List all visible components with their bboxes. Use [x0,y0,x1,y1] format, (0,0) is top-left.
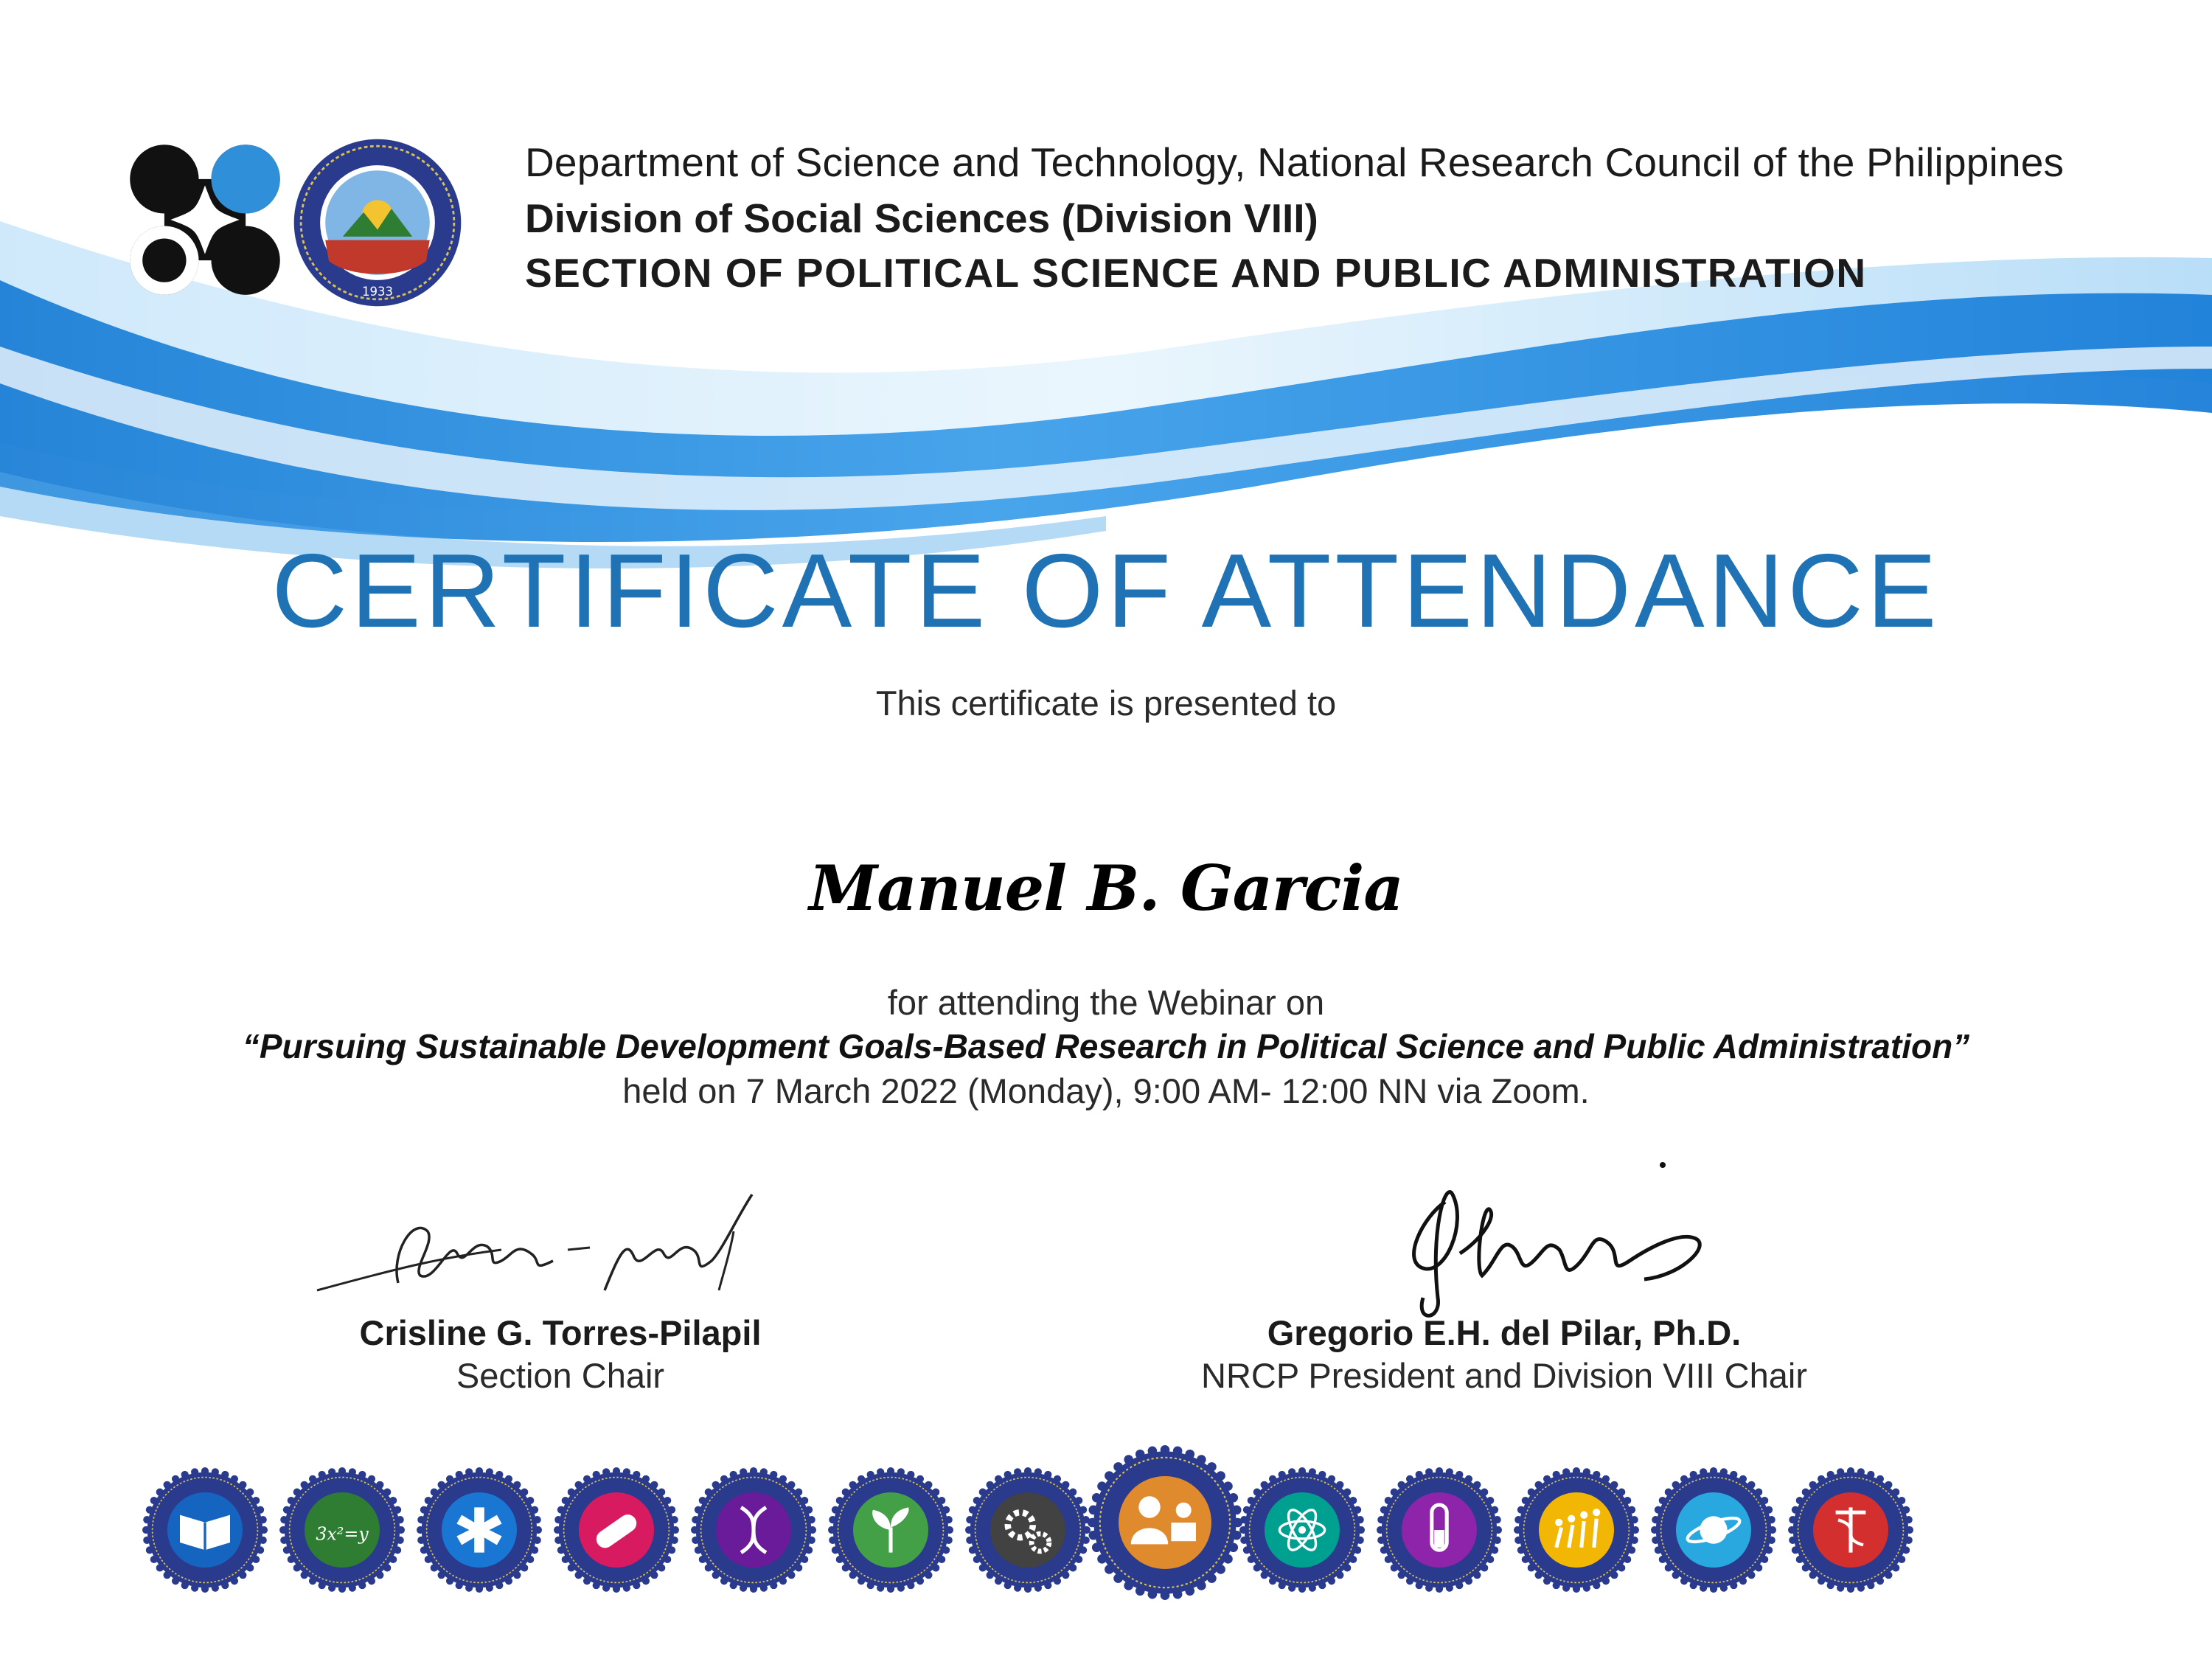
division-seal [1651,1467,1776,1593]
division-seal [965,1467,1091,1593]
header-division: Division of Social Sciences (Division VIII) [525,195,1318,241]
division-seals-row [0,1445,2212,1593]
signatory-name: Gregorio E.H. del Pilar, Ph.D. [1267,1313,1742,1352]
signatory-name: Crisline G. Torres-Pilapil [359,1313,762,1352]
math-formula-icon [316,1524,369,1545]
certificate-title: CERTIFICATE OF ATTENDANCE [271,532,1941,650]
svg-text:3x²=y: 3x²=y [316,1523,369,1545]
division-seal [1514,1467,1639,1593]
division-seal [1088,1445,1242,1600]
signature-section-chair [310,1187,782,1298]
division-seal [279,1467,405,1593]
division-seal [1788,1467,1913,1593]
signature-president [1371,1150,1718,1327]
presented-to-text: This certificate is presented to [875,684,1337,723]
division-seal [1377,1467,1502,1593]
webinar-title: “Pursuing Sustainable Development Goals-Based Research in Political Science and Public Administration” [242,1027,1970,1065]
nrcp-seal-logo [291,136,465,310]
header-department: Department of Science and Technology, National Research Council of the Philippines [525,139,2065,185]
header-section: SECTION OF POLITICAL SCIENCE AND PUBLIC ADMINISTRATION [525,250,1867,296]
division-seal [554,1467,679,1593]
signatory-role: NRCP President and Division VIII Chair [1201,1356,1807,1395]
division-seal [1239,1467,1365,1593]
division-seal [691,1467,816,1593]
recipient-name: Manuel B. Garcia [809,852,1403,925]
division-seal [142,1467,268,1593]
held-on-text: held on 7 March 2022 (Monday), 9:00 AM- 12:00 NN via Zoom. [622,1071,1590,1110]
division-seal [828,1467,953,1593]
signatory-role: Section Chair [456,1356,665,1395]
dost-logo [127,142,283,298]
attending-text: for attending the Webinar on [887,983,1325,1022]
svg-text:1933: 1933 [362,285,393,299]
division-seal [417,1467,542,1593]
